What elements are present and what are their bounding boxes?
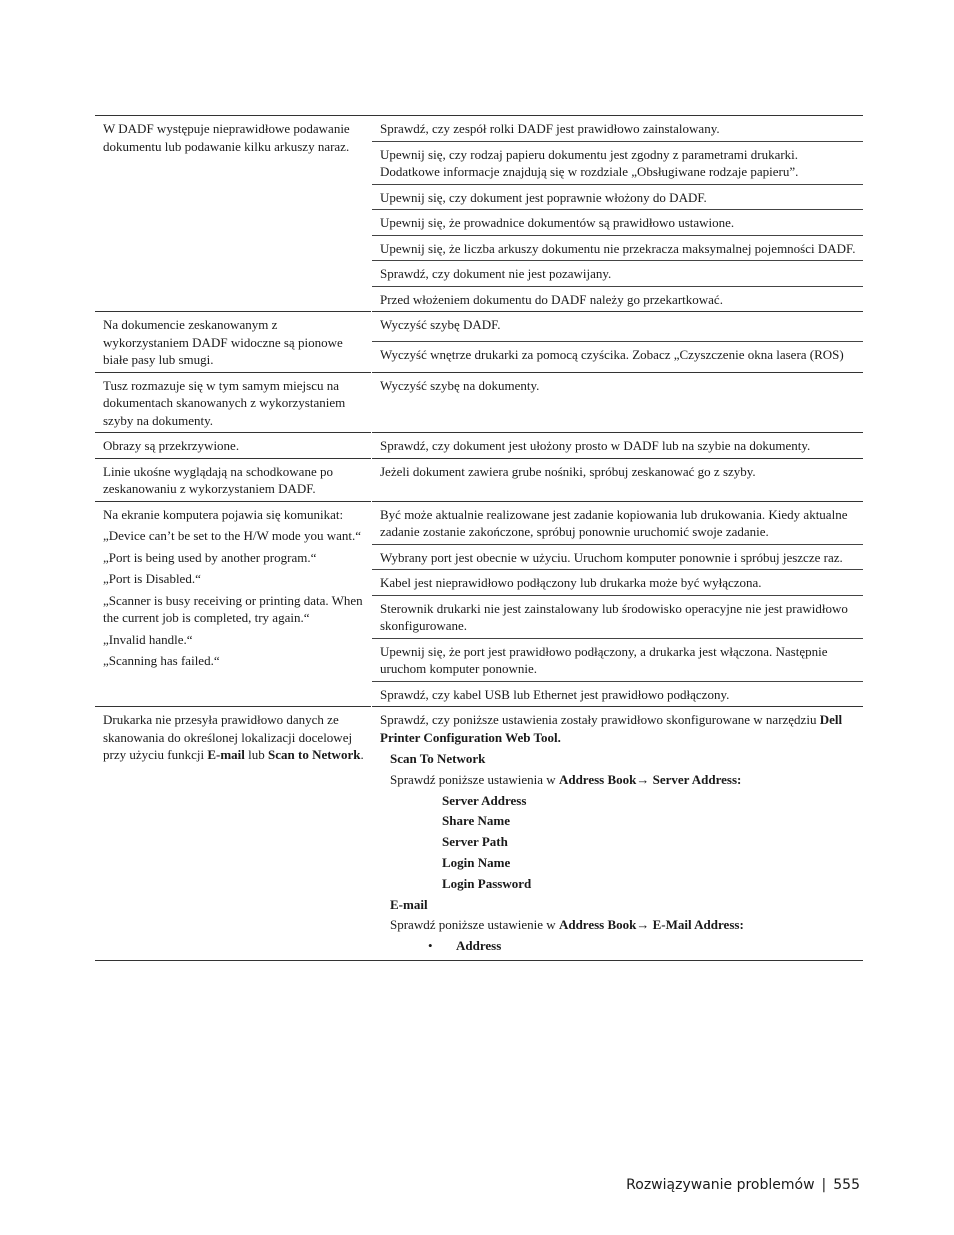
error-message: „Port is being used by another program.“	[103, 549, 317, 565]
problem-cell: Tusz rozmazuje się w tym samym miejscu na dokumentach skanowanych z wykorzystaniem szyby na dokumenty.	[95, 372, 372, 433]
problem-cell: W DADF występuje nieprawidłowe podawanie dokumentu lub podawanie kilku arkuszy naraz.	[95, 116, 372, 312]
solution-cell: Sprawdź, czy dokument nie jest pozawijany.	[372, 261, 864, 287]
settings-list	[380, 791, 857, 895]
solution-cell: Upewnij się, że prowadnice dokumentów są prawidłowo ustawione.	[372, 210, 864, 236]
table-row	[95, 372, 863, 433]
problem-cell: Na dokumencie zeskanowanym z wykorzystaniem DADF widoczne są pionowe białe pasy lub smugi.	[95, 312, 372, 373]
path-server-address: Server Address:	[649, 771, 742, 787]
solution-cell: Wyczyść szybę na dokumenty.	[372, 372, 864, 433]
arrow-right-icon: →	[636, 917, 650, 933]
solution-cell: Przed włożeniem dokumentu do DADF należy go przekartkować.	[372, 286, 864, 312]
problem-cell: Linie ukośne wyglądają na schodkowane po zeskanowaniu z wykorzystaniem DADF.	[95, 458, 372, 501]
intro-text: Sprawdź, czy poniższe ustawienia zostały prawidłowo skonfigurowane w narzędziu	[380, 712, 820, 727]
path-address-book: Address Book	[558, 917, 637, 933]
list-item	[428, 936, 857, 957]
solution-cell: Upewnij się, czy dokument jest poprawnie włożony do DADF.	[372, 184, 864, 210]
solution-cell: Sprawdź, czy zespół rolki DADF jest prawidłowo zainstalowany.	[372, 116, 864, 142]
solution-cell: Wyczyść wnętrze drukarki za pomocą czyścika. Zobacz „Czyszczenie okna lasera (ROS)	[372, 342, 864, 372]
path-email-address: E-Mail Address:	[649, 917, 744, 933]
footer-section-title: Rozwiązywanie problemów	[626, 1177, 815, 1193]
problem-cell	[95, 707, 372, 961]
solution-cell: Sterownik drukarki nie jest zainstalowany lub środowisko operacyjne nie jest prawidłowo skonfigurowane.	[372, 595, 864, 638]
setting-item: Share Name	[442, 813, 511, 829]
solution-cell: Upewnij się, że liczba arkuszy dokumentu nie przekracza maksymalnej pojemności DADF.	[372, 235, 864, 261]
solution-cell: Upewnij się, że port jest prawidłowo podłączony, a drukarka jest włączona. Następnie uruchom komputer ponownie.	[372, 638, 864, 681]
solution-cell: Wybrany port jest obecnie w użyciu. Uruchom komputer ponownie i spróbuj jeszcze raz.	[372, 544, 864, 570]
path-address-book: Address Book	[558, 771, 637, 787]
error-message: „Scanning has failed.“	[103, 653, 220, 668]
setting-item: Login Name	[442, 854, 511, 870]
error-message: „Invalid handle.“	[103, 631, 193, 647]
scan-to-network-label: Scan to Network	[268, 747, 361, 762]
email-label: E-mail	[207, 747, 245, 762]
problem-text: Na ekranie komputera pojawia się komunikat:	[103, 506, 344, 522]
error-message: „Port is Disabled.“	[103, 571, 201, 586]
problem-cell	[95, 501, 372, 707]
section-text: Sprawdź poniższe ustawienia w	[390, 771, 559, 787]
tool-name: Dell Printer Configuration Web Tool.	[380, 712, 843, 745]
troubleshooting-table	[95, 115, 863, 961]
solution-cell: Być może aktualnie realizowane jest zadanie kopiowania lub drukowania. Kiedy aktualne zadanie zostanie zakończone, spróbuj ponownie uruchomić swoje zadanie.	[372, 501, 864, 544]
problem-text: lub	[244, 747, 269, 762]
setting-item: Login Password	[442, 875, 532, 891]
problem-text: .	[360, 747, 364, 762]
table-row	[95, 501, 863, 544]
table-row	[95, 433, 863, 459]
bullet-list	[380, 936, 857, 957]
error-message: „Device can’t be set to the H/W mode you want.“	[103, 528, 361, 543]
page-number: 555	[833, 1177, 860, 1193]
arrow-right-icon: →	[636, 771, 650, 787]
setting-item: Server Address	[442, 792, 527, 808]
section-title: Scan To Network	[390, 751, 486, 766]
error-message: „Scanner is busy receiving or printing data. When the current job is completed, try again.“	[103, 592, 363, 625]
section-title: E-mail	[390, 896, 428, 912]
solution-cell: Sprawdź, czy kabel USB lub Ethernet jest prawidłowo podłączony.	[372, 681, 864, 707]
table-row	[95, 116, 863, 142]
solution-cell: Sprawdź, czy dokument jest ułożony prosto w DADF lub na szybie na dokumenty.	[372, 433, 864, 459]
setting-item: Address	[456, 938, 502, 954]
section-email	[380, 895, 857, 937]
table-row	[95, 458, 863, 501]
problem-text: Drukarka nie przesyła prawidłowo danych ze skanowania do określonej lokalizacji docelowej przy użyciu funkcji	[103, 712, 353, 762]
section-scan-to-network	[380, 749, 857, 791]
solution-cell: Kabel jest nieprawidłowo podłączony lub drukarka może być wyłączona.	[372, 570, 864, 596]
solution-cell	[372, 707, 864, 961]
bullet-icon: •	[428, 938, 433, 954]
solution-intro	[380, 711, 857, 746]
footer-separator: |	[821, 1177, 827, 1193]
table-row	[95, 312, 863, 342]
setting-item: Server Path	[442, 834, 508, 850]
table-row	[95, 707, 863, 961]
section-text: Sprawdź poniższe ustawienie w	[390, 917, 559, 933]
solution-cell: Jeżeli dokument zawiera grube nośniki, spróbuj zeskanować go z szyby.	[372, 458, 864, 501]
solution-cell: Wyczyść szybę DADF.	[372, 312, 864, 342]
problem-cell: Obrazy są przekrzywione.	[95, 433, 372, 459]
page-footer	[620, 1177, 860, 1193]
solution-cell: Upewnij się, czy rodzaj papieru dokumentu jest zgodny z parametrami drukarki. Dodatkowe informacje znajdują się w rozdziale „Obsługiwane rodzaje papieru”.	[372, 141, 864, 184]
